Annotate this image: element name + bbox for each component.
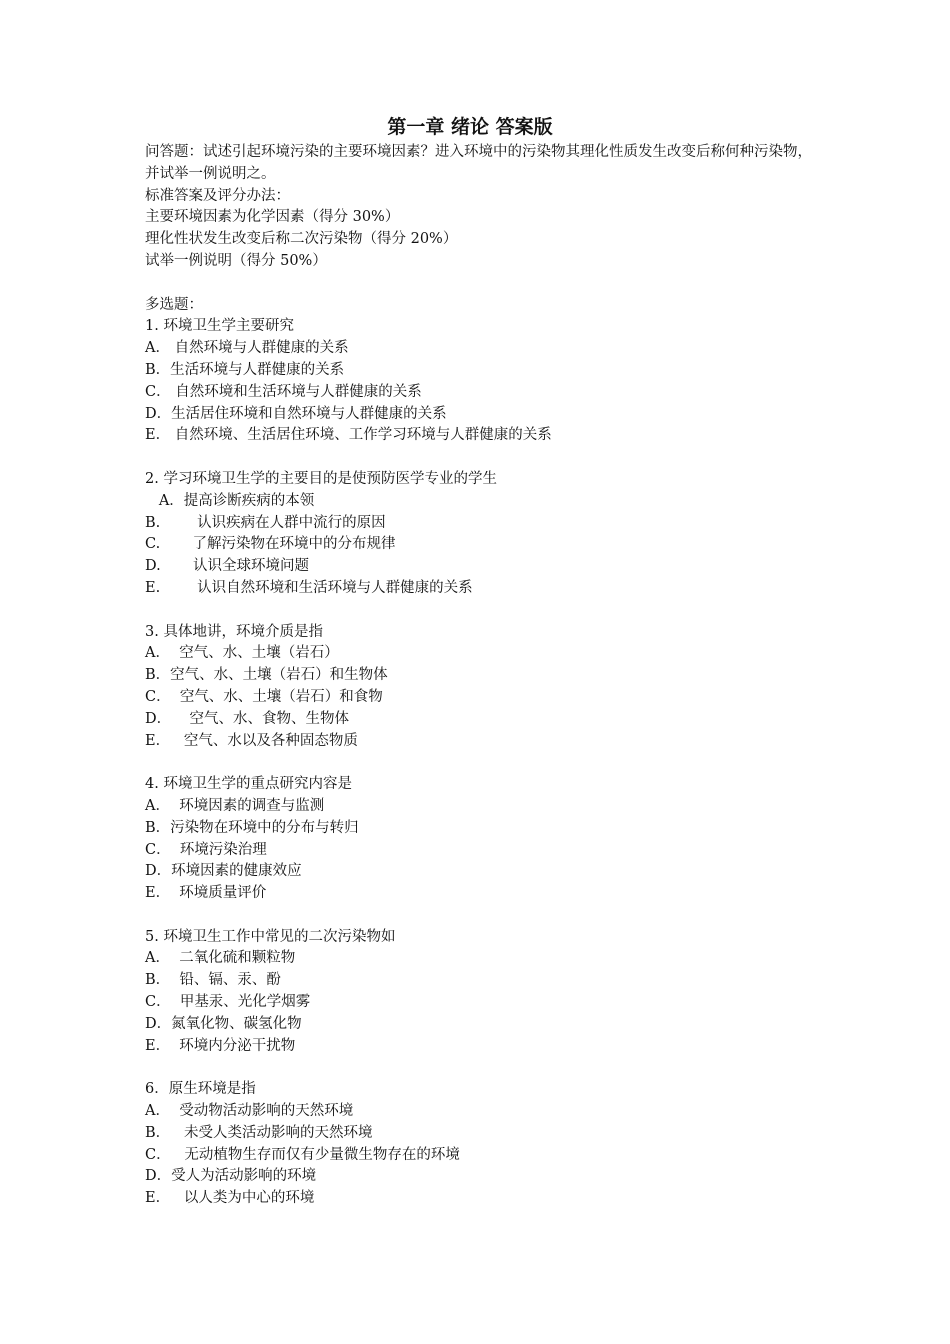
option-a: A． 空气、水、土壤（岩石） [145, 645, 339, 662]
option-a: A． 受动物活动影响的天然环境 [145, 1103, 354, 1120]
spacer [145, 752, 815, 774]
option-d: D．氮氧化物、碳氢化物 [145, 1015, 302, 1032]
option-a: A． 自然环境与人群健康的关系 [145, 340, 349, 357]
option-b: B. 认识疾病在人群中流行的原因 [145, 514, 386, 531]
option-e: E． 空气、水以及各种固态物质 [145, 732, 358, 749]
option-b: B．污染物在环境中的分布与转归 [145, 819, 359, 836]
question-stem: 2. 学习环境卫生学的主要目的是使预防医学专业的学生 [145, 470, 497, 487]
option-d: D．受人为活动影响的环境 [145, 1168, 317, 1185]
question-4 [145, 774, 815, 905]
option-b: B．空气、水、土壤（岩石）和生物体 [145, 667, 388, 684]
answer-line-1: 主要环境因素为化学因素（得分 30%） [145, 209, 400, 226]
option-a: A．提高诊断疾病的本领 [145, 492, 315, 509]
question-2 [145, 469, 815, 600]
option-d: D． 空气、水、食物、生物体 [145, 710, 350, 727]
essay-question: 问答题：试述引起环境污染的主要环境因素？进入环境中的污染物其理化性质发生改变后称何种污染物，并试举一例说明之。 [145, 144, 812, 182]
question-5 [145, 927, 815, 1058]
spacer [145, 600, 815, 622]
question-stem: 4. 环境卫生学的重点研究内容是 [145, 776, 352, 793]
option-a: A． 环境因素的调查与监测 [145, 797, 325, 814]
option-b: B．生活环境与人群健康的关系 [145, 361, 345, 378]
spacer [145, 1057, 815, 1079]
multi-choice-heading: 多选题： [145, 296, 203, 313]
spacer [145, 905, 815, 927]
spacer [145, 273, 815, 295]
question-stem: 6．原生环境是指 [145, 1081, 256, 1098]
question-stem: 1. 环境卫生学主要研究 [145, 318, 294, 335]
option-c: C． 无动植物生存而仅有少量微生物存在的环境 [145, 1146, 460, 1163]
question-1 [145, 316, 815, 447]
option-d: D．生活居住环境和自然环境与人群健康的关系 [145, 405, 447, 422]
option-c: C． 自然环境和生活环境与人群健康的关系 [145, 383, 422, 400]
question-3 [145, 622, 815, 753]
option-e: E. 认识自然环境和生活环境与人群健康的关系 [145, 579, 473, 596]
option-e: E． 环境质量评价 [145, 885, 267, 902]
option-d: D．环境因素的健康效应 [145, 863, 302, 880]
option-c: C． 环境污染治理 [145, 841, 267, 858]
answer-heading: 标准答案及评分办法： [145, 187, 290, 204]
page-title: 第一章 绪论 答案版 [387, 116, 553, 138]
option-b: B． 铅、镉、汞、酚 [145, 972, 281, 989]
answer-line-3: 试举一例说明（得分 50%） [145, 252, 327, 269]
option-e: E． 环境内分泌干扰物 [145, 1037, 296, 1054]
option-c: C． 空气、水、土壤（岩石）和食物 [145, 688, 383, 705]
question-6 [145, 1079, 815, 1210]
option-b: B． 未受人类活动影响的天然环境 [145, 1124, 373, 1141]
question-stem: 5. 环境卫生工作中常见的二次污染物如 [145, 928, 396, 945]
option-a: A． 二氧化硫和颗粒物 [145, 950, 296, 967]
option-c: C． 甲基汞、光化学烟雾 [145, 994, 311, 1011]
answer-line-2: 理化性状发生改变后称二次污染物（得分 20%） [145, 231, 458, 248]
option-c: C. 了解污染物在环境中的分布规律 [145, 536, 396, 553]
option-e: E． 自然环境、生活居住环境、工作学习环境与人群健康的关系 [145, 427, 552, 444]
spacer [145, 447, 815, 469]
option-e: E． 以人类为中心的环境 [145, 1190, 315, 1207]
option-d: D. 认识全球环境问题 [145, 558, 309, 575]
question-stem: 3. 具体地讲，环境介质是指 [145, 623, 323, 640]
document-content [145, 112, 815, 1210]
